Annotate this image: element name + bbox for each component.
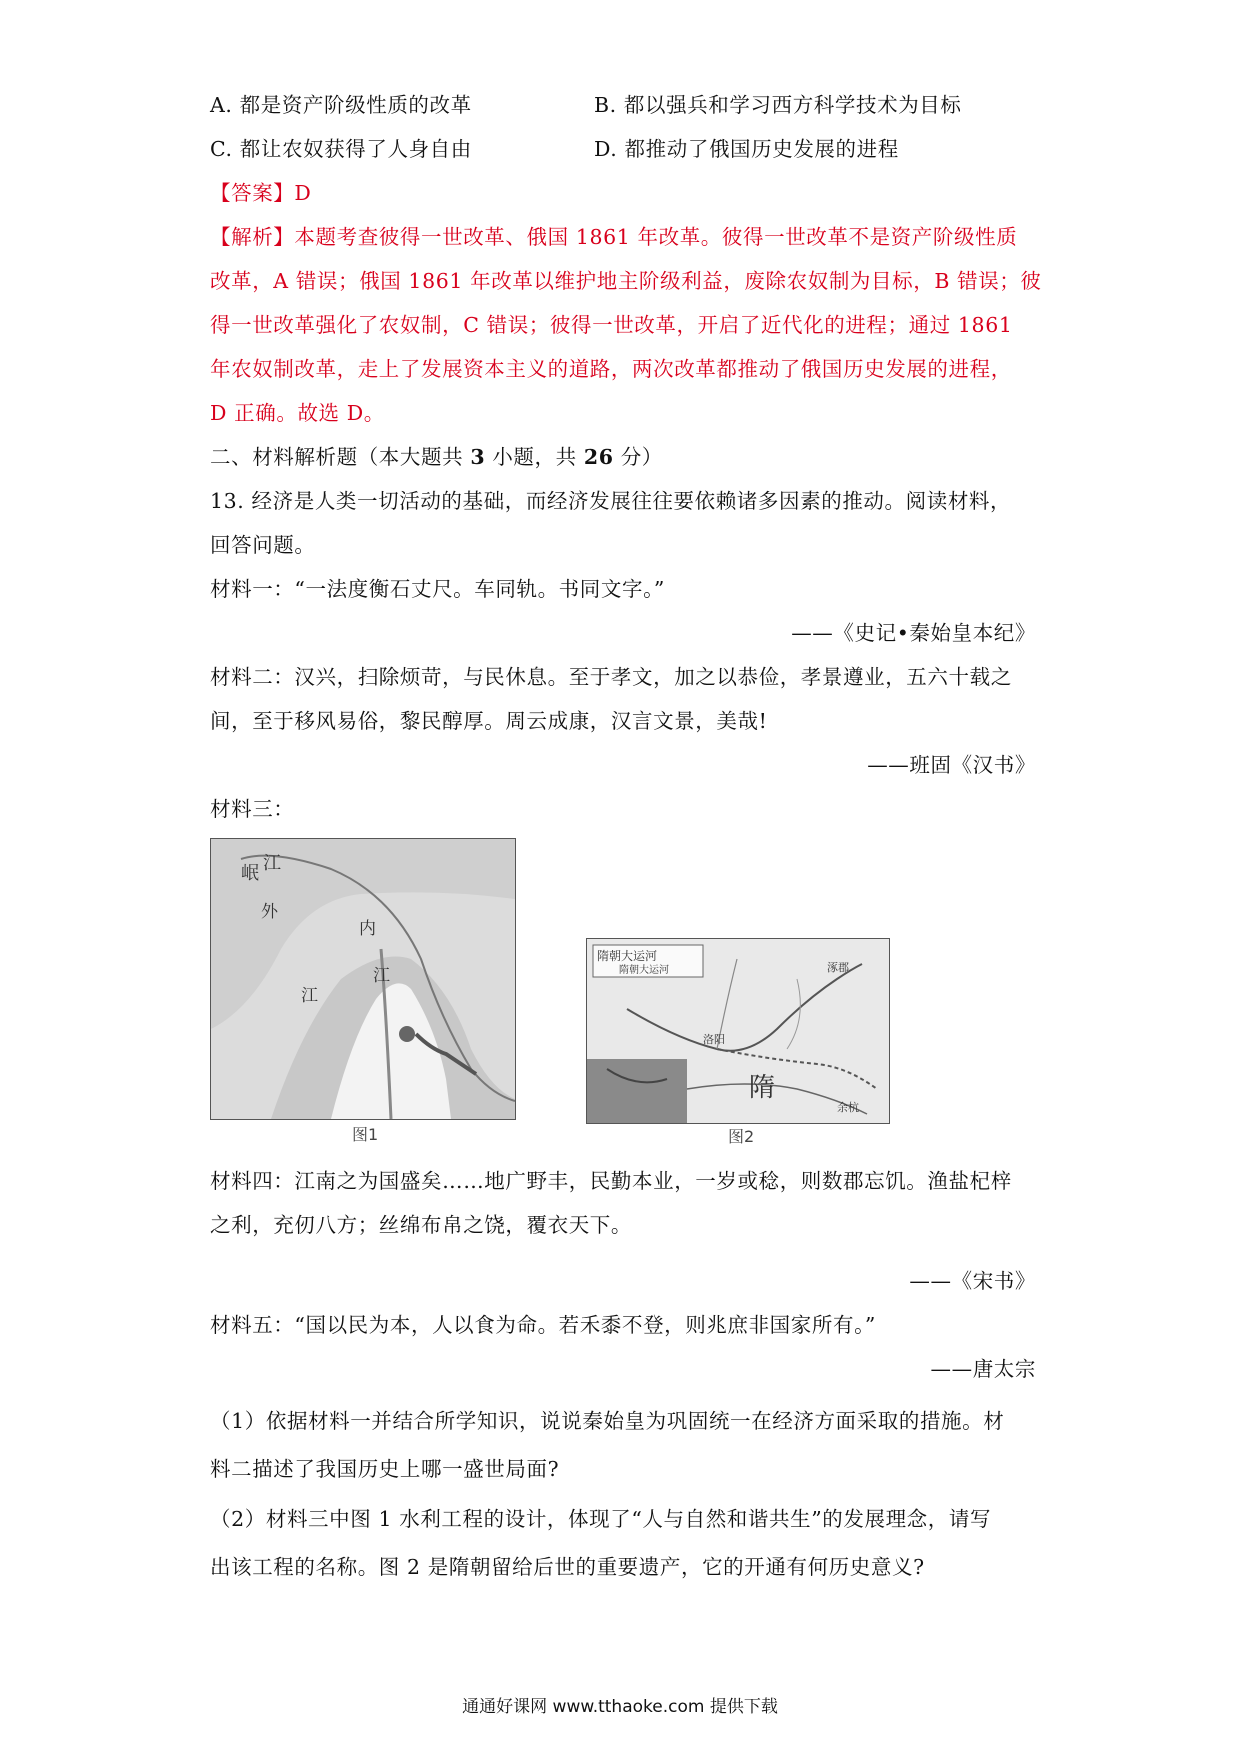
page-footer: 通通好课网 www.tthaoke.com 提供下载 [462, 1697, 778, 1717]
figure-1-label: 岷 [241, 863, 259, 884]
figure-2-map [586, 938, 890, 1124]
material-1-text: 材料一：“一法度衡石丈尺。车同轨。书同文字。” [210, 577, 666, 601]
figure-1-label: 外 [261, 902, 278, 922]
figure-1-map [210, 838, 516, 1120]
figure-2-label: 余杭 [837, 1101, 859, 1114]
option-b: B. 都以强兵和学习西方科学技术为目标 [594, 93, 962, 117]
analysis-line: 年农奴制改革，走上了发展资本主义的道路，两次改革都推动了俄国历史发展的进程， [210, 357, 1012, 381]
section-heading [210, 442, 663, 472]
option-d: D. 都推动了俄国历史发展的进程 [594, 137, 899, 161]
material-2-text: 材料二：汉兴，扫除烦苛，与民休息。至于孝文，加之以恭俭，孝景遵业，五六十载之 [210, 665, 1012, 689]
material-4-text: 之利，充仞八方；丝绵布帛之饶，覆衣天下。 [210, 1213, 632, 1237]
material-4-text: 材料四：江南之为国盛矣……地广野丰，民勤本业，一岁或稔，则数郡忘饥。渔盐杞梓 [210, 1169, 1012, 1193]
question-13-stem: 回答问题。 [210, 533, 316, 557]
question-13-stem: 13. 经济是人类一切活动的基础，而经济发展往往要依赖诸多因素的推动。阅读材料， [210, 489, 1012, 513]
figure-2-label: 涿郡 [827, 961, 849, 974]
figure-1-caption: 图1 [352, 1125, 379, 1144]
material-2-text: 间，至于移风易俗，黎民醇厚。周云成康，汉言文景，美哉! [210, 709, 768, 733]
answer-line: 【答案】D [210, 181, 312, 205]
material-4-source: ——《宋书》 [909, 1269, 1036, 1293]
section-heading-suffix: 分） [613, 445, 663, 469]
section-score: 26 [583, 445, 614, 469]
material-5-source: ——唐太宗 [930, 1357, 1036, 1381]
option-c: C. 都让农奴获得了人身自由 [210, 137, 472, 161]
analysis-line: 改革，A 错误；俄国 1861 年改革以维护地主阶级利益，废除农奴制为目标，B 错误；彼 [210, 269, 1042, 293]
analysis-line: 得一世改革强化了农奴制，C 错误；彼得一世改革，开启了近代化的进程；通过 1861 [210, 313, 1013, 337]
section-heading-prefix: 二、材料解析题（本大题共 [210, 445, 471, 469]
figure-2-label: 洛阳 [703, 1033, 725, 1046]
analysis-line: D 正确。故选 D。 [210, 401, 385, 425]
sub-question-2: 出该工程的名称。图 2 是隋朝留给后世的重要遗产，它的开通有何历史意义? [210, 1555, 925, 1579]
option-a: A. 都是资产阶级性质的改革 [210, 93, 472, 117]
figure-1-label: 内 [359, 919, 376, 939]
material-5-text: 材料五：“国以民为本，人以食为命。若禾黍不登，则兆庶非国家所有。” [210, 1313, 877, 1337]
figure-1-label: 江 [263, 853, 281, 874]
figure-2-legend: 隋朝大运河 [619, 965, 669, 976]
sub-question-1: 料二描述了我国历史上哪一盛世局面? [210, 1457, 560, 1481]
section-question-count: 3 [470, 445, 486, 469]
section-heading-middle: 小题，共 [485, 445, 584, 469]
figure-1-label: 江 [373, 966, 390, 986]
sub-question-1: （1）依据材料一并结合所学知识，说说秦始皇为巩固统一在经济方面采取的措施。材 [210, 1409, 1005, 1433]
material-2-source: ——班固《汉书》 [867, 753, 1036, 777]
figure-2-caption: 图2 [728, 1127, 755, 1146]
material-1-source: ——《史记•秦始皇本纪》 [791, 621, 1036, 645]
material-3-label: 材料三： [210, 797, 295, 821]
analysis-line: 【解析】本题考查彼得一世改革、俄国 1861 年改革。彼得一世改革不是资产阶级性质 [210, 225, 1018, 249]
sub-question-2: （2）材料三中图 1 水利工程的设计，体现了“人与自然和谐共生”的发展理念，请写 [210, 1507, 992, 1531]
figure-2-label: 隋 [749, 1073, 776, 1103]
figure-2-title: 隋朝大运河 [597, 949, 658, 963]
figure-1-label: 江 [301, 986, 318, 1006]
